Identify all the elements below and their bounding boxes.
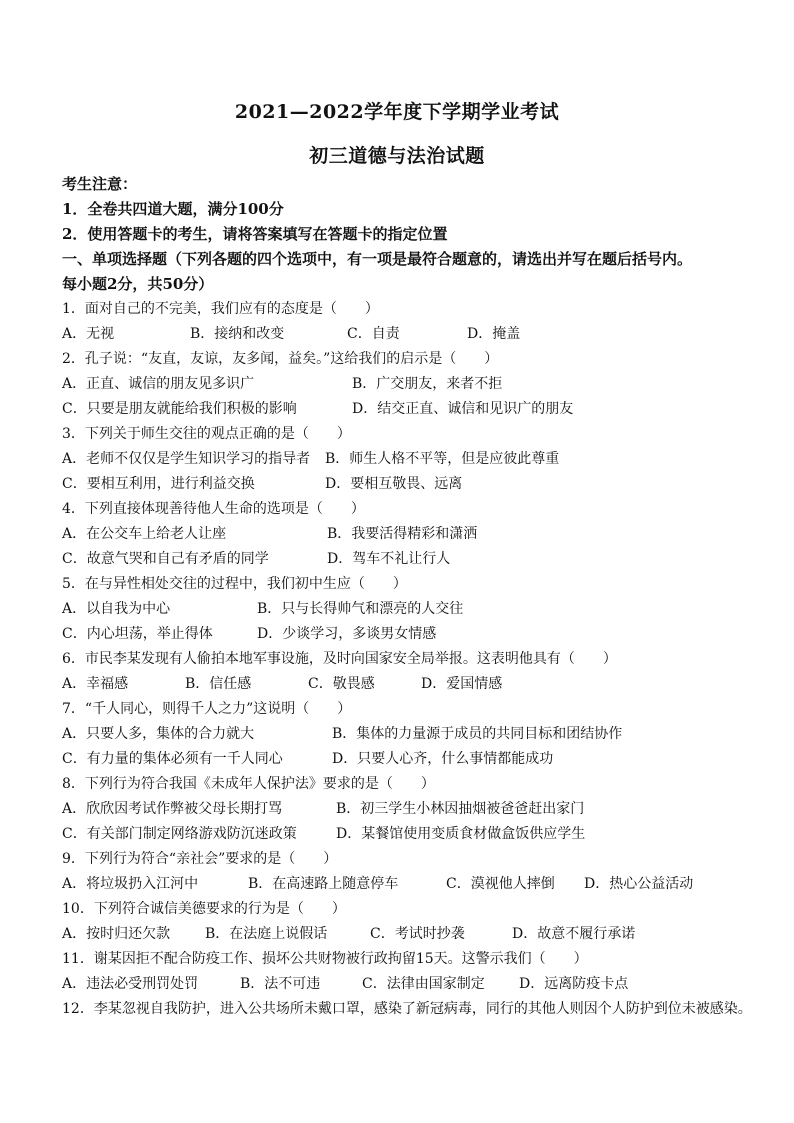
option-d: D．驾车不礼让行人 bbox=[327, 551, 451, 567]
option-d: D．爱国情感 bbox=[421, 676, 503, 692]
option-a: A．老师不仅仅是学生知识学习的指导者 bbox=[62, 451, 311, 467]
option-c: C．有力量的集体必须有一千人同心 bbox=[62, 751, 283, 767]
question-stem: 3．下列关于师生交往的观点正确的是（ ） bbox=[62, 426, 351, 442]
question-options bbox=[62, 797, 762, 822]
option-b: B．法不可违 bbox=[240, 976, 321, 992]
option-c: C．漠视他人摔倒 bbox=[446, 876, 555, 892]
option-d: D．某餐馆使用变质食材做盒饭供应学生 bbox=[336, 826, 586, 842]
option-a: A．以自我为中心 bbox=[62, 601, 171, 617]
option-b: B．接纳和改变 bbox=[190, 326, 285, 342]
question-stem: 8．下列行为符合我国《未成年人保护法》要求的是（ ） bbox=[62, 776, 435, 792]
option-d: D．热心公益活动 bbox=[584, 876, 694, 892]
option-b: B．在高速路上随意停车 bbox=[248, 876, 399, 892]
question-stem: 9．下列行为符合“亲社会”要求的是（ ） bbox=[62, 851, 338, 867]
option-d: D．掩盖 bbox=[467, 326, 521, 342]
option-a: A．违法必受刑罚处罚 bbox=[62, 976, 199, 992]
question-options bbox=[62, 972, 762, 997]
question-stem: 10．下列符合诚信美德要求的行为是（ ） bbox=[62, 901, 346, 917]
option-c: C．自责 bbox=[347, 326, 400, 342]
notice-item: 1．全卷共四道大题，满分100分 bbox=[62, 200, 284, 218]
option-a: A．正直、诚信的朋友见多识广 bbox=[62, 376, 255, 392]
option-b: B．在法庭上说假话 bbox=[205, 926, 328, 942]
question-options bbox=[62, 472, 762, 497]
question-stem: 11．谢某因拒不配合防疫工作、损坏公共财物被行政拘留15天。这警示我们（ ） bbox=[62, 951, 588, 967]
question-options bbox=[62, 522, 762, 547]
option-c: C．法律由国家制定 bbox=[362, 976, 485, 992]
question-options bbox=[62, 547, 762, 572]
option-a: A．将垃圾扔入江河中 bbox=[62, 876, 199, 892]
question-stem: 5．在与异性相处交往的过程中，我们初中生应（ ） bbox=[62, 576, 407, 592]
option-b: B．信任感 bbox=[185, 676, 252, 692]
option-d: D．只要人心齐，什么事情都能成功 bbox=[332, 751, 554, 767]
exam-body bbox=[62, 172, 762, 1022]
exam-subtitle: 初三道德与法治试题 bbox=[309, 145, 485, 167]
option-d: D．少谈学习，多谈男女情感 bbox=[257, 626, 437, 642]
exam-title: 2021—2022学年度下学期学业考试 bbox=[234, 101, 560, 123]
option-c: C．内心坦荡，举止得体 bbox=[62, 626, 213, 642]
option-d: D．结交正直、诚信和见识广的朋友 bbox=[352, 401, 574, 417]
section-heading-cont: 每小题2分，共50分） bbox=[62, 275, 214, 293]
question-options bbox=[62, 672, 762, 697]
option-c: C．故意气哭和自己有矛盾的同学 bbox=[62, 551, 269, 567]
question-options bbox=[62, 872, 762, 897]
option-c: C．敬畏感 bbox=[308, 676, 375, 692]
question-options bbox=[62, 722, 762, 747]
question-stem: 2．孔子说：“友直，友谅，友多闻，益矣。”这给我们的启示是（ ） bbox=[62, 351, 499, 367]
question-options bbox=[62, 597, 762, 622]
option-a: A．只要人多，集体的合力就大 bbox=[62, 726, 255, 742]
option-b: B．初三学生小林因抽烟被爸爸赶出家门 bbox=[336, 801, 585, 817]
option-c: C．要相互利用，进行利益交换 bbox=[62, 476, 255, 492]
question-options bbox=[62, 447, 762, 472]
question-stem: 6．市民李某发现有人偷拍本地军事设施，及时向国家安全局举报。这表明他具有（ ） bbox=[62, 651, 617, 667]
question-stem: 7．“千人同心，则得千人之力”这说明（ ） bbox=[62, 701, 352, 717]
question-options bbox=[62, 372, 762, 397]
question-options bbox=[62, 922, 762, 947]
question-options bbox=[62, 622, 762, 647]
option-a: A．在公交车上给老人让座 bbox=[62, 526, 227, 542]
option-b: B．集体的力量源于成员的共同目标和团结协作 bbox=[332, 726, 623, 742]
question-options bbox=[62, 822, 762, 847]
option-c: C．有关部门制定网络游戏防沉迷政策 bbox=[62, 826, 297, 842]
option-b: B．广交朋友，来者不拒 bbox=[352, 376, 503, 392]
option-a: A．幸福感 bbox=[62, 676, 129, 692]
option-d: D．远离防疫卡点 bbox=[519, 976, 629, 992]
option-d: D．故意不履行承诺 bbox=[512, 926, 636, 942]
question-stem: 12．李某忽视自我防护，进入公共场所未戴口罩，感染了新冠病毒，同行的其他人则因个人防护到位未被感染。 bbox=[62, 1001, 752, 1017]
question-options bbox=[62, 322, 762, 347]
option-d: D．要相互敬畏、远离 bbox=[325, 476, 463, 492]
option-b: B．只与长得帅气和漂亮的人交往 bbox=[257, 601, 464, 617]
option-b: B．师生人格不平等，但是应彼此尊重 bbox=[325, 451, 560, 467]
question-stem: 4．下列直接体现善待他人生命的选项是（ ） bbox=[62, 501, 365, 517]
section-heading: 一、单项选择题（下列各题的四个选项中，有一项是最符合题意的，请选出并写在题后括号内。 bbox=[62, 250, 693, 268]
option-c: C．只要是朋友就能给我们积极的影响 bbox=[62, 401, 297, 417]
notice-item: 2．使用答题卡的考生，请将答案填写在答题卡的指定位置 bbox=[62, 225, 448, 243]
question-options bbox=[62, 397, 762, 422]
option-a: A．无视 bbox=[62, 326, 115, 342]
notice-heading: 考生注意： bbox=[62, 175, 138, 193]
option-b: B．我要活得精彩和潇洒 bbox=[327, 526, 478, 542]
question-stem: 1．面对自己的不完美，我们应有的态度是（ ） bbox=[62, 301, 379, 317]
option-a: A．欣欣因考试作弊被父母长期打骂 bbox=[62, 801, 283, 817]
question-options bbox=[62, 747, 762, 772]
option-c: C．考试时抄袭 bbox=[370, 926, 465, 942]
option-a: A．按时归还欠款 bbox=[62, 926, 171, 942]
